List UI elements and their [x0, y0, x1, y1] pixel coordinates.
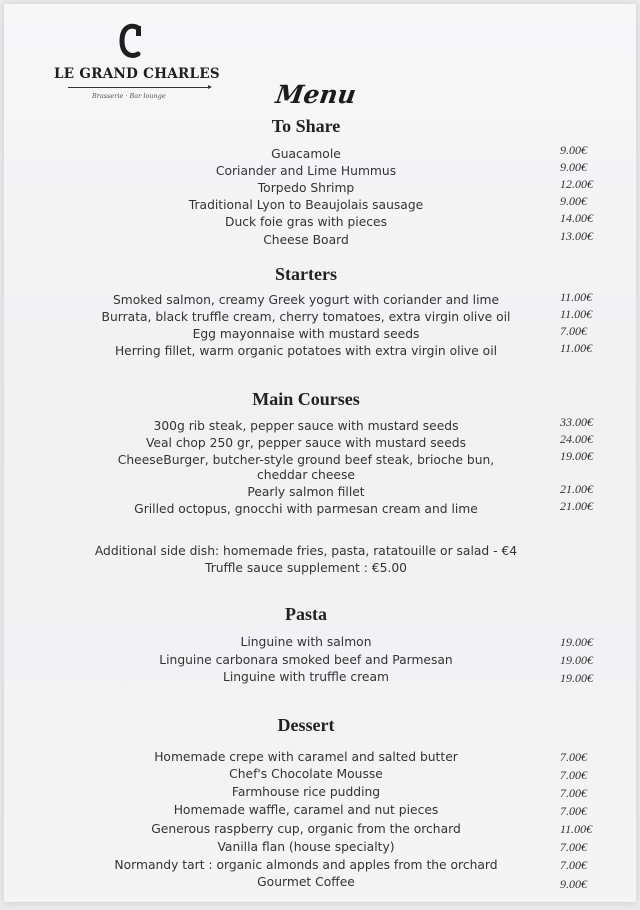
- menu-price: 7.00€: [560, 768, 587, 782]
- menu-price: 33.00€: [560, 415, 593, 429]
- menu-item: Veal chop 250 gr, pepper sauce with mustard seeds: [145, 436, 467, 450]
- menu-title: Menu: [273, 80, 358, 109]
- menu-item: Torpedo Shrimp: [257, 181, 355, 195]
- menu-item: Herring fillet, warm organic potatoes with extra virgin olive oil: [114, 344, 498, 358]
- menu-price: 7.00€: [560, 840, 587, 854]
- menu-price: 9.00€: [560, 194, 587, 208]
- menu-item: Traditional Lyon to Beaujolais sausage: [188, 198, 424, 212]
- menu-price: 24.00€: [560, 432, 593, 446]
- menu-price: 11.00€: [560, 307, 593, 321]
- menu-item: Linguine with truffle cream: [222, 670, 389, 684]
- menu-item: Generous raspberry cup, organic from the orchard: [151, 822, 461, 836]
- menu-price: 19.00€: [560, 671, 593, 685]
- menu-price: 7.00€: [560, 804, 587, 818]
- menu-item: Duck foie gras with pieces: [224, 215, 388, 229]
- side-dish-note: Additional side dish: homemade fries, pasta, ratatouille or salad - €4: [94, 544, 518, 558]
- menu-item: Guacamole: [271, 147, 341, 161]
- menu-price: 11.00€: [560, 341, 593, 355]
- menu-item: Farmhouse rice pudding: [231, 785, 381, 799]
- menu-price: 7.00€: [560, 858, 587, 872]
- menu-item: Burrata, black truffle cream, cherry tomatoes, extra virgin olive oil: [101, 310, 511, 324]
- menu-item: Egg mayonnaise with mustard seeds: [192, 327, 420, 341]
- logo-c-icon: [116, 22, 146, 60]
- menu-price: 13.00€: [560, 229, 593, 243]
- menu-price: 7.00€: [560, 750, 587, 764]
- menu-price: 7.00€: [560, 324, 587, 338]
- menu-item: Homemade waffle, caramel and nut pieces: [173, 803, 439, 817]
- menu-price: 11.00€: [560, 290, 593, 304]
- menu-item: Vanilla flan (house specialty): [217, 840, 395, 854]
- menu-item: Smoked salmon, creamy Greek yogurt with coriander and lime: [112, 293, 500, 307]
- menu-price: 14.00€: [560, 211, 593, 225]
- section-title-share: To Share: [271, 116, 341, 136]
- menu-price: 19.00€: [560, 449, 593, 463]
- menu-price: 11.00€: [560, 822, 593, 836]
- menu-item: Normandy tart : organic almonds and apples from the orchard: [114, 858, 498, 872]
- truffle-supplement-note: Truffle sauce supplement : €5.00: [204, 561, 407, 575]
- menu-item: Pearly salmon fillet: [247, 485, 365, 499]
- restaurant-logo: [54, 22, 224, 100]
- restaurant-name: LE GRAND CHARLES: [54, 66, 220, 82]
- menu-item: Grilled octopus, gnocchi with parmesan cream and lime: [134, 502, 478, 516]
- section-title-mains: Main Courses: [252, 389, 360, 409]
- menu-price: 12.00€: [560, 177, 593, 191]
- menu-price: 9.00€: [560, 160, 587, 174]
- menu-price: 21.00€: [560, 499, 593, 513]
- menu-item: Linguine with salmon: [240, 635, 372, 649]
- menu-item: Chef's Chocolate Mousse: [229, 767, 383, 781]
- restaurant-tagline: Brasserie · Bar lounge: [92, 92, 166, 100]
- menu-price: 9.00€: [560, 877, 587, 891]
- menu-price: 9.00€: [560, 143, 587, 157]
- menu-item: Homemade crepe with caramel and salted butter: [154, 750, 458, 764]
- menu-price: 19.00€: [560, 653, 593, 667]
- menu-price: 7.00€: [560, 786, 587, 800]
- menu-price: 19.00€: [560, 635, 593, 649]
- menu-item: Linguine carbonara smoked beef and Parmesan: [159, 653, 453, 667]
- section-title-dessert: Dessert: [277, 715, 335, 735]
- section-title-pasta: Pasta: [285, 604, 327, 624]
- menu-page: [4, 4, 636, 902]
- logo-divider: [68, 87, 208, 88]
- menu-item: 300g rib steak, pepper sauce with mustard seeds: [153, 419, 459, 433]
- menu-price: 21.00€: [560, 482, 593, 496]
- menu-item: Coriander and Lime Hummus: [215, 164, 397, 178]
- menu-item: CheeseBurger, butcher-style ground beef steak, brioche bun, cheddar cheese: [117, 453, 495, 482]
- menu-item: Gourmet Coffee: [257, 875, 355, 889]
- section-title-starters: Starters: [275, 264, 337, 284]
- menu-item: Cheese Board: [263, 233, 349, 247]
